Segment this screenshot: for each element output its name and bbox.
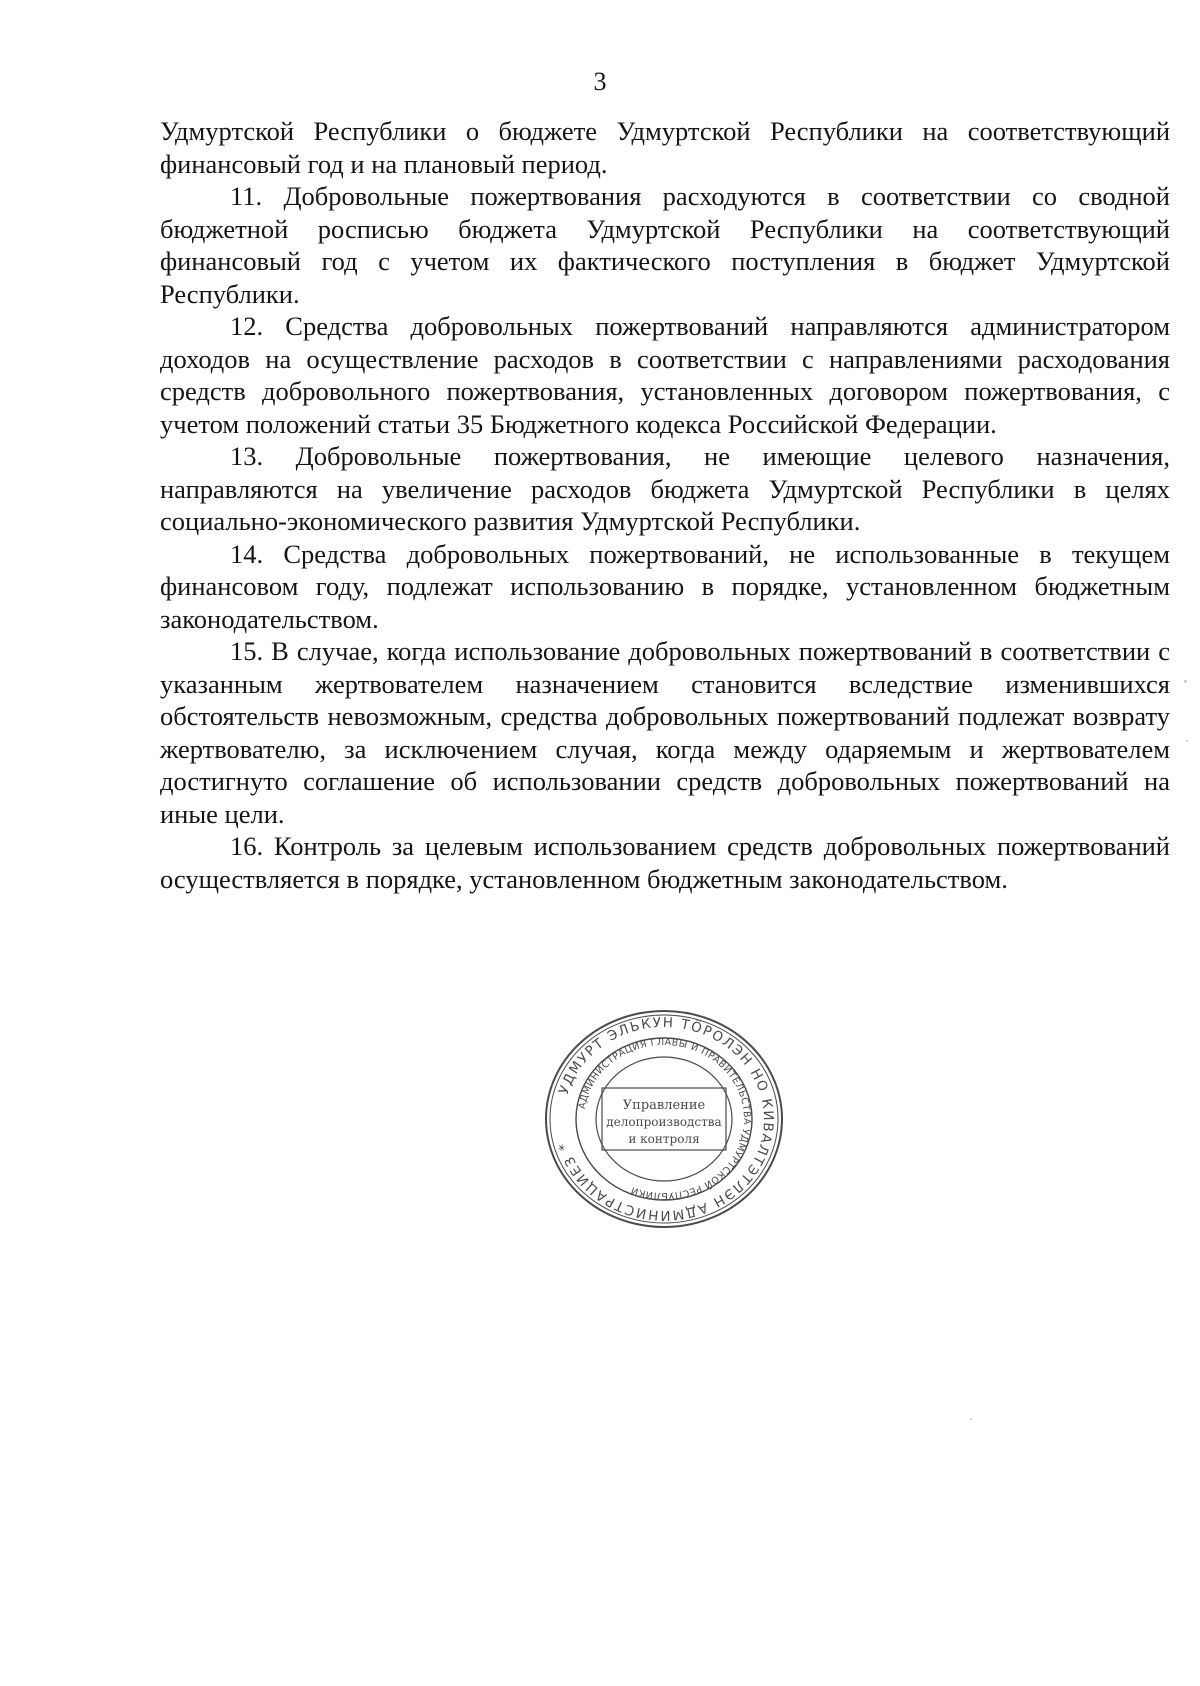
paragraph-number: 15. — [230, 636, 264, 666]
seal-center-line-1: Управление — [622, 1098, 706, 1113]
seal-inner-ring-text: АДМИНИСТРАЦИЯ ГЛАВЫ И ПРАВИТЕЛЬСТВА УДМУРТСКОЙ РЕСПУБЛИКИ — [576, 1036, 753, 1202]
paragraph-number: 11. — [230, 181, 263, 211]
scan-speck — [1186, 740, 1188, 742]
paragraph-number: 16. — [230, 831, 264, 861]
paragraph-text: Добровольные пожертвования расходуются в соответствии со сводной бюджетной росписью бюджета Удмуртской Республики на соответствующий финансовый год с учетом их фактического поступления в бюджет Удмуртской Республики. — [160, 181, 1170, 309]
paragraph-text: Удмуртской Республики о бюджете Удмуртской Республики на соответствующий финансовый год и на плановый период. — [160, 116, 1170, 179]
official-seal-stamp — [540, 1008, 788, 1230]
seal-stamp-graphic — [540, 1008, 788, 1230]
paragraph-12 — [160, 310, 1170, 440]
paragraph-text: В случае, когда использование добровольных пожертвований в соответствии с указанным жертвователем назначением становится вследствие изменившихся обстоятельств невозможным, средства добровольных пожертвований подлежат возврату жертвователю, за исключением случая, когда между одаряемым и жертвователем достигнуто соглашение об использовании средств добровольных пожертвований на иные цели. — [160, 636, 1170, 829]
seal-center-line-2: делопроизводства — [606, 1115, 722, 1129]
paragraph-14 — [160, 538, 1170, 636]
paragraph-number: 13. — [230, 441, 264, 471]
paragraph-11 — [160, 180, 1170, 310]
scan-speck — [1184, 680, 1187, 683]
paragraph-15 — [160, 635, 1170, 830]
paragraph-number: 12. — [230, 311, 264, 341]
seal-center-line-3: и контроля — [628, 1132, 700, 1146]
paragraph-number: 14. — [230, 538, 264, 569]
scan-speck — [970, 1418, 972, 1420]
paragraph-text: Контроль за целевым использованием средств добровольных пожертвований осуществляется в порядке, установленном бюджетным законодательством. — [160, 831, 1170, 894]
seal-outer-ring-text: УДМУРТ ЭЛЬКУН ТӦРОЛЭН НО КИВАЛТЭТЛЭН АДМИНИСТРАЦИЕЗ * — [555, 1014, 777, 1224]
paragraph-13 — [160, 440, 1170, 538]
paragraph-text: Добровольные пожертвования, не имеющие целевого назначения, направляются на увеличение расходов бюджета Удмуртской Республики в целях социально-экономического развития Удмуртской Республики. — [160, 441, 1170, 536]
paragraph-text: Средства добровольных пожертвований, не использованные в текущем финансовом году, подлежат использованию в порядке, установленном бюджетным законодательством. — [160, 538, 1170, 634]
document-body — [160, 115, 1170, 895]
paragraph-continuation — [160, 115, 1170, 180]
paragraph-text: Средства добровольных пожертвований направляются администратором доходов на осуществление расходов в соответствии с направлениями расходования средств добровольного пожертвования, установленных договором пожертвования, с учетом положений статьи 35 Бюджетного кодекса Российской Федерации. — [160, 311, 1171, 439]
page-number: 3 — [593, 67, 607, 96]
paragraph-16 — [160, 830, 1170, 895]
